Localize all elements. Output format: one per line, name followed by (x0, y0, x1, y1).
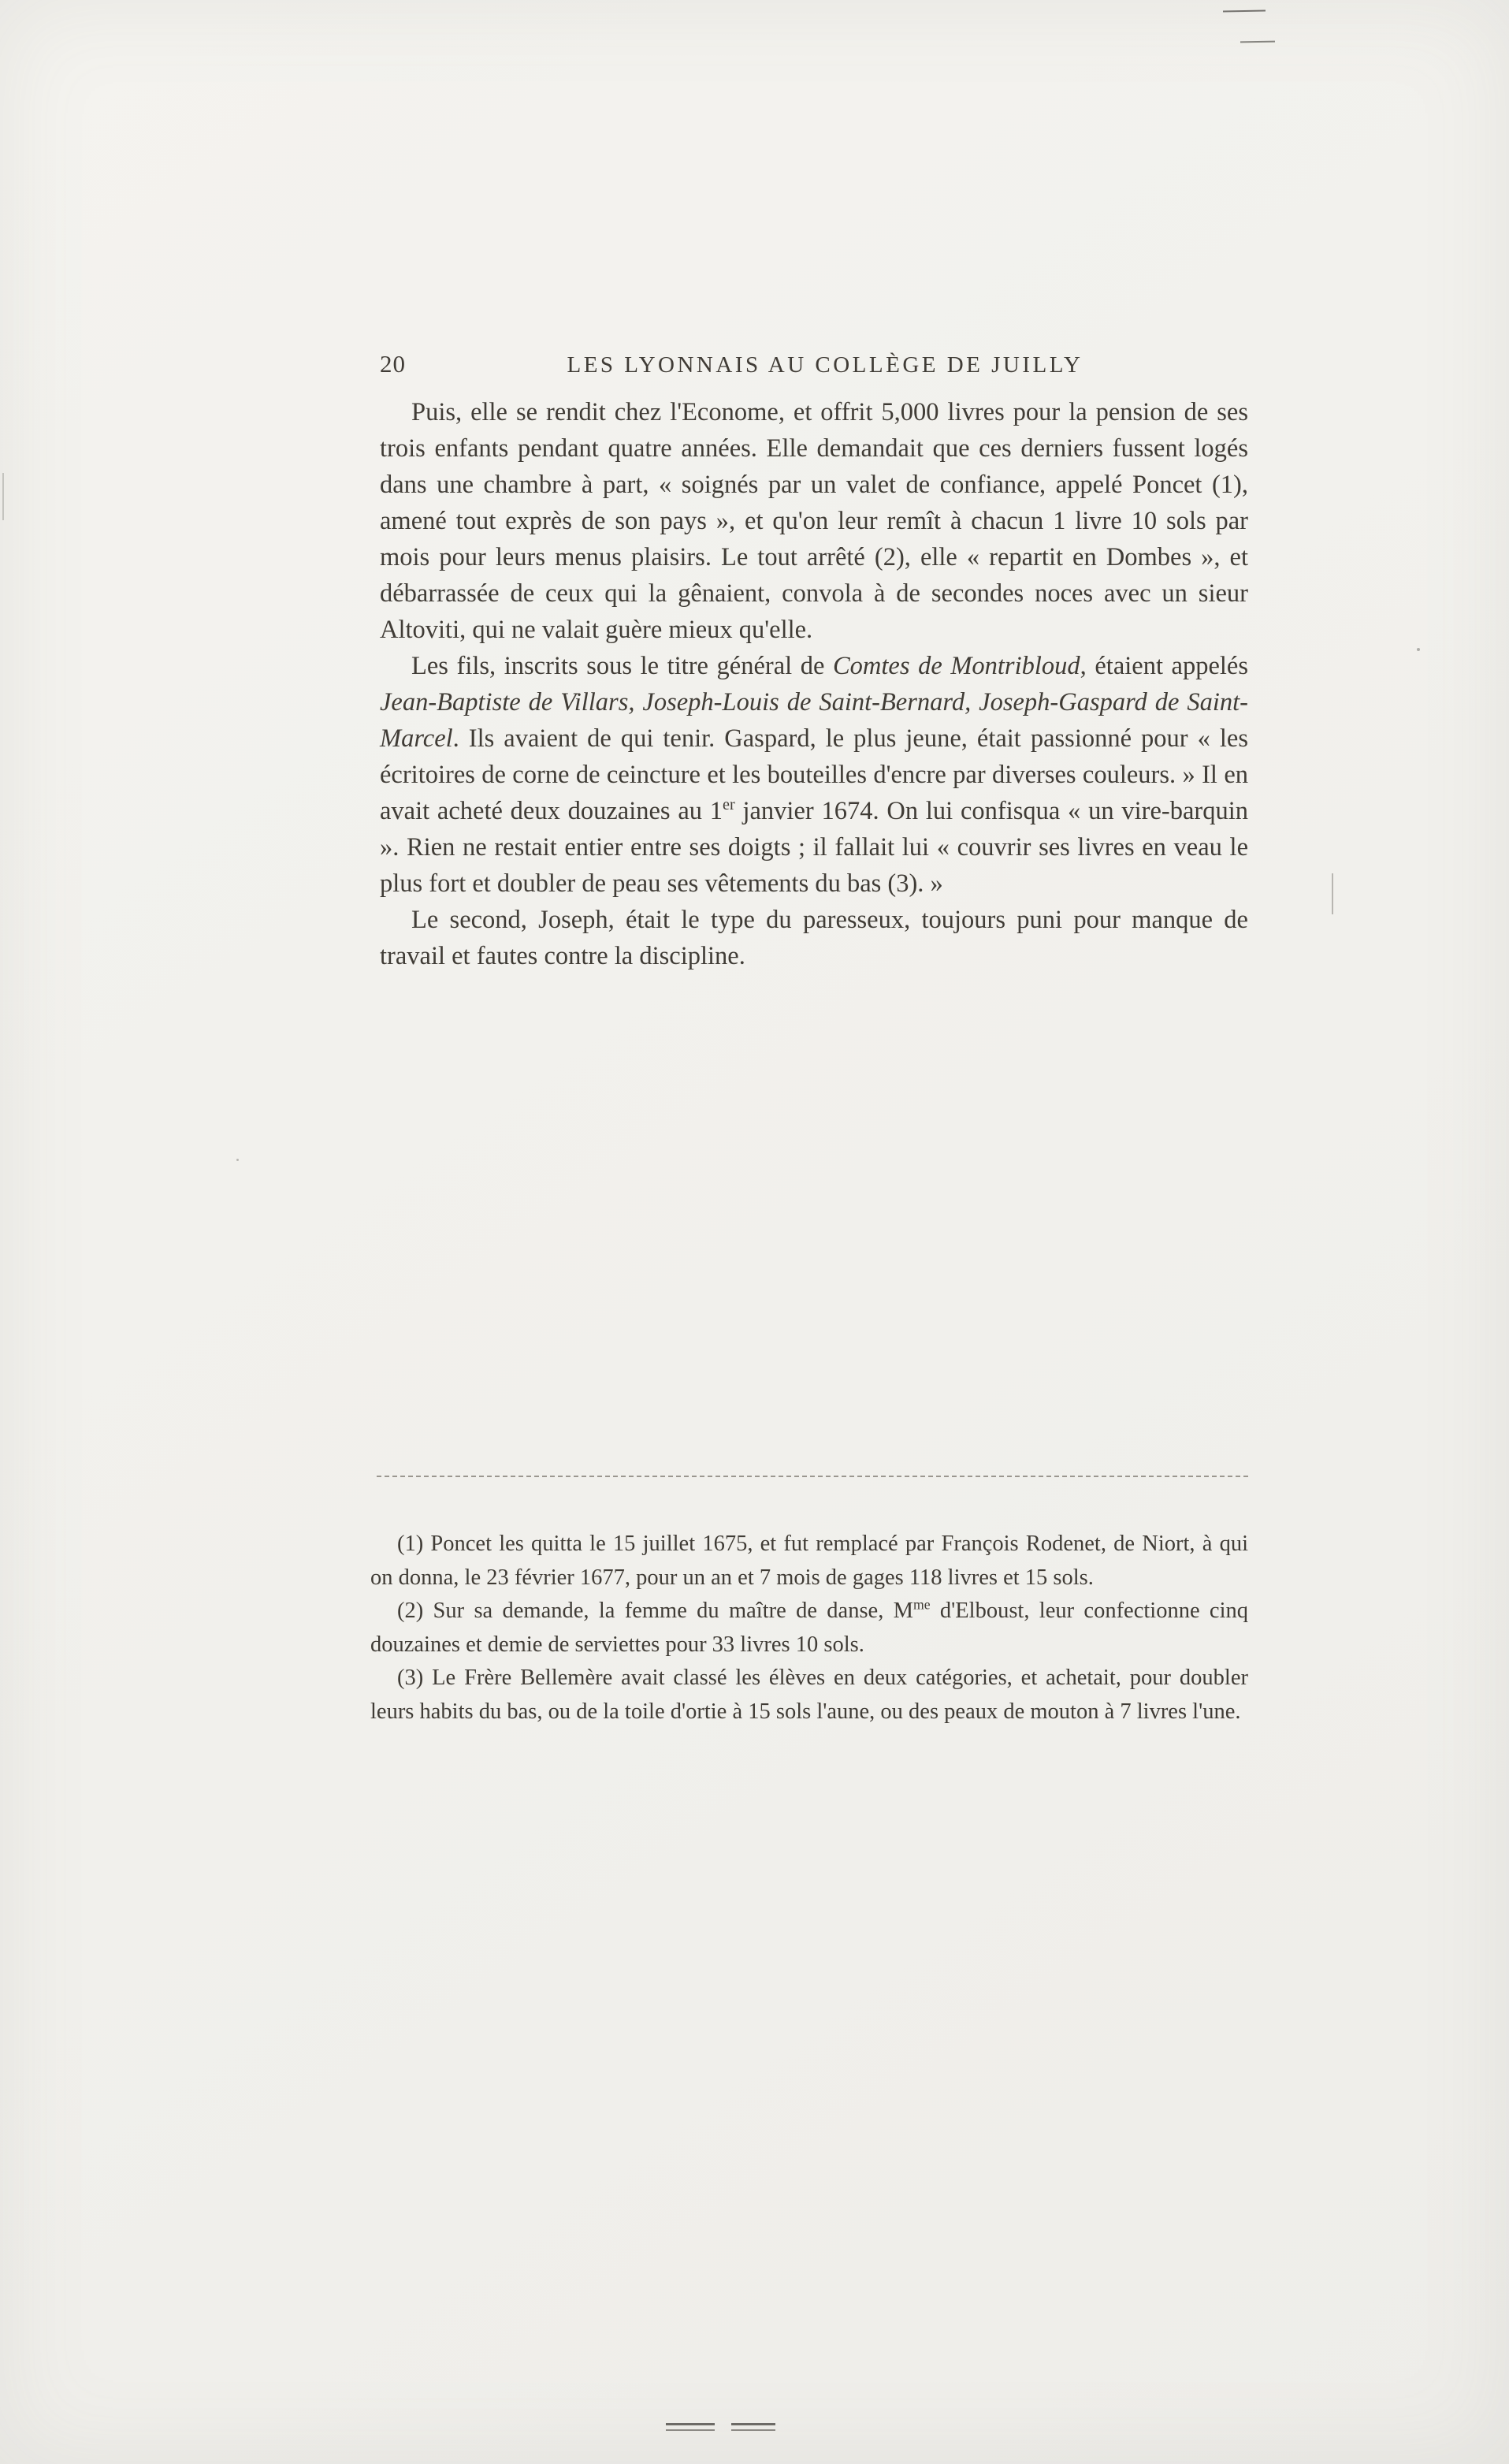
footnotes (370, 1528, 1248, 1729)
text-run: Comtes de Montribloud (833, 652, 1080, 680)
scan-artifact-bottom-mark-2b (731, 2429, 775, 2431)
running-head (380, 350, 1248, 378)
paragraph (380, 902, 1248, 974)
text-run: janvier 1674. On lui confisqua « un vire-barquin ». Rien ne restait entier entre ses doigts ; il fallait lui « couvrir ses livres en veau le plus fort et doubler de peau ses vêtements du bas (3). » (380, 797, 1248, 898)
text-run: me (912, 1596, 931, 1613)
footnote-separator (377, 1476, 1248, 1477)
scan-artifact-top-line-1 (1223, 10, 1266, 13)
text-run: d'Elboust, leur confectionne cinq douzaines et demie de serviettes pour 33 livres 10 sols. (370, 1599, 1248, 1657)
text-run: , étaient appelés (1080, 652, 1249, 680)
scan-artifact-left-edge (2, 473, 4, 520)
scan-artifact-speck-2 (236, 1159, 239, 1161)
scan-artifact-speck-1 (1417, 648, 1420, 651)
paragraph (380, 394, 1248, 648)
scan-artifact-top-line-2 (1240, 41, 1275, 43)
footnote (370, 1528, 1248, 1595)
text-run: (3) Le Frère Bellemère avait classé les élèves en deux catégories, et achetait, pour doubler leurs habits du bas, ou de la toile d'ortie à 15 sols l'aune, ou des peaux de mouton à 7 livres l'une. (370, 1666, 1248, 1724)
footnote (370, 1595, 1248, 1662)
scan-artifact-bottom-mark-2 (731, 2423, 775, 2425)
text-run: er (723, 796, 735, 814)
page-number: 20 (380, 350, 406, 378)
text-run: Jean-Baptiste de Villars, Joseph-Louis de Saint-Bernard, Joseph-Gaspard de Saint-Marcel (380, 688, 1248, 753)
text-run: . Ils avaient de qui tenir. Gaspard, le plus jeune, était passionné pour « les écritoires de corne de ceincture et les bouteilles d'encre par diverses couleurs. » Il en avait acheté deux douzaines au 1 (380, 724, 1248, 825)
text-run: Puis, elle se rendit chez l'Econome, et offrit 5,000 livres pour la pension de ses trois enfants pendant quatre années. Elle demandait que ces derniers fussent logés dans une chambre à part, « soignés par un valet de confiance, appelé Poncet (1), amené tout exprès de son pays », et qu'on leur remît à chacun 1 livre 10 sols par mois pour leurs menus plaisirs. Le tout arrêté (2), elle « repartit en Dombes », et débarrassée de ceux qui la gênaient, convola à de secondes noces avec un sieur Altoviti, qui ne valait guère mieux qu'elle. (380, 398, 1248, 644)
scan-artifact-right-edge (1332, 873, 1333, 914)
running-title: LES LYONNAIS AU COLLÈGE DE JUILLY (567, 352, 1083, 378)
scan-artifact-bottom-mark-1 (666, 2423, 715, 2425)
scan-artifact-bottom-mark-1b (666, 2429, 715, 2431)
text-run: Les fils, inscrits sous le titre général de (411, 652, 833, 680)
body-text (380, 394, 1248, 974)
text-run: (1) Poncet les quitta le 15 juillet 1675, et fut remplacé par François Rodenet, de Niort, à qui on donna, le 23 février 1677, pour un an et 7 mois de gages 118 livres et 15 sols. (370, 1532, 1248, 1590)
text-run: (2) Sur sa demande, la femme du maître de danse, M (397, 1599, 913, 1623)
paragraph (380, 648, 1248, 902)
text-run: Le second, Joseph, était le type du paresseux, toujours puni pour manque de travail et fautes contre la discipline. (380, 906, 1248, 970)
footnote (370, 1662, 1248, 1729)
